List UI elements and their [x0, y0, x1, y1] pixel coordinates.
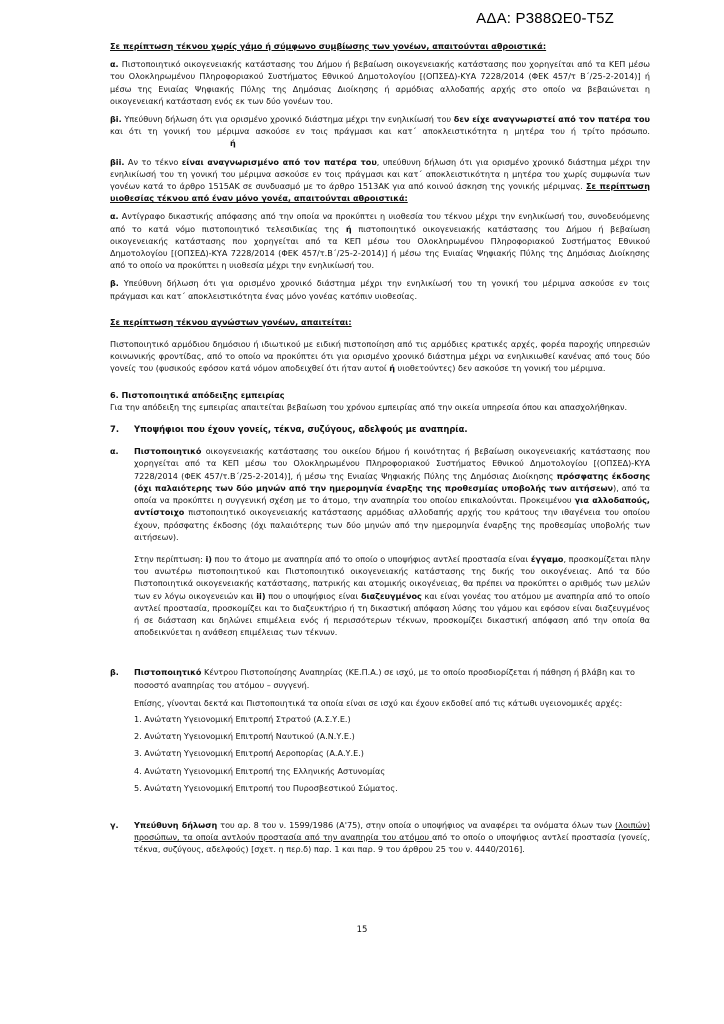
page-number: 15 [356, 925, 368, 935]
item-label: α. [110, 446, 119, 457]
list-item: 2. Ανώτατη Υγειονομική Επιτροπή Ναυτικού (Α.Ν.Υ.Ε.) [134, 731, 355, 742]
paragraph-text: από το οποίο ο υποψήφιος αντλεί προστασία (γονείς, τέκνα, συζύγους, αδελφούς) [σχετ. η περ.δ) παρ. 1 και παρ. 9 του άρθρου 25 του ν. 4440/2016]. [134, 832, 651, 855]
paragraph-text: και ότι τη γονική του μέριμνα ασκούσε εν τοις πράγμασι και κατ΄ αποκλειστικότητα η μητέρα του ή τρίτο πρόσωπο. [110, 126, 650, 137]
emphasis-text: ή [345, 223, 352, 234]
item-label: α. [110, 59, 119, 70]
paragraph-text: οικογενειακής κατάστασης του οικείου δήμου ή κοινότητας ή βεβαίωση οικογενειακής κατάστασης που χορηγείται από τα ΚΕΠ μέσω του Ολοκληρωμένου Πληροφοριακού Συστήματος Εθνικού Δημοτολογίου [(ΟΠΣΕΔ)-ΚΥΑ 7228/2014 (ΦΕΚ 457/τ.Β΄/25-2-2014)], ή μέσω της Ενιαίας Ψηφιακής Πύλης της Δημόσιας Διοίκησης [134, 446, 650, 481]
emphasis-text: έγγαμο [530, 553, 564, 564]
paragraph-1bii [110, 156, 650, 205]
paragraph-text: πιστοποιητικό οικογενειακής κατάστασης αρμόδιας αλλοδαπής αρχής του κράτους την ιθαγένεια του οποίου έχουν, πρόσφατης έκδοσης (όχι παλαιότερης των δύο μηνών από την ημερομηνία έναρξης της προθεσμίας υποβολής των αιτήσεων). [134, 507, 650, 542]
ada-document-id: ΑΔΑ: Ρ388ΩΕ0-Τ5Ζ [476, 10, 614, 27]
emphasis-text: πρόσφατης έκδοσης (όχι παλαιότερης των δύο μηνών από την ημερομηνία έναρξης της προθεσμίας υποβολής των αιτήσεων [134, 470, 651, 493]
list-item: 1. Ανώτατη Υγειονομική Επιτροπή Στρατού (Α.Σ.Υ.Ε.) [134, 713, 351, 724]
paragraph-text: και είναι γονέας του ατόμου με αναπηρία από το οποίο αντλεί προστασία, προσκομίζει και το διαζευκτήριο ή τη δικαστική απόφαση λύσης του γάμου και εφόσον είναι διαζευγμένος ή σε διάσταση και δηλώνει επιμέλεια ενός ή περισσότερων τέκνων, προσκομίζει δικαστική απόφαση από την οποία θα αποδεικνύεται η ανάθεση επιμέλειας των τέκνων. [134, 590, 650, 638]
heading-unknown-parents: Σε περίπτωση τέκνου αγνώστων γονέων, απαιτείται: [110, 316, 352, 327]
paragraph-text: Υπεύθυνη δήλωση ότι για ορισμένο χρονικό διάστημα μέχρι την ενηλικίωσή του [121, 114, 454, 125]
underlined-text: (λοιπών) προσώπων, τα οποία αντλούν προστασία από την αναπηρία του ατόμου [134, 819, 650, 843]
paragraph-text: , υπεύθυνη δήλωση ότι για ορισμένο χρονικό διάστημα μέχρι την ενηλικίωσή του τη γονική του μέριμνα ασκούσε εν τοις πράγμασι και κατ΄ αποκλειστικότητα η μητέρα του χωρίς συμφωνία των γονέων κατά το άρθρο 1515ΑΚ σε συνδυασμό με το άρθρο 1513ΑΚ για από κοινού άσκηση της γονικής μέριμνας. [110, 156, 650, 192]
paragraph-2a [110, 210, 650, 271]
paragraph-text: Στην περίπτωση: [134, 553, 206, 564]
paragraph-7a [134, 445, 650, 543]
emphasis-text: διαζευγμένος [360, 590, 422, 601]
section-6-heading: 6. Πιστοποιητικά απόδειξης εμπειρίας [110, 389, 285, 400]
paragraph-text: Πιστοποιητικό οικογενειακής κατάστασης του Δήμου ή βεβαίωση οικογενειακής κατάστασης που χορηγείται από τα ΚΕΠ μέσω του Ολοκληρωμένου Πληροφοριακού Συστήματος Εθνικού Δημοτολογίου [(ΟΠΣΕΔ)-ΚΥΑ 7228/2014 (ΦΕΚ 457/τ Β΄/25-2-2014)] ή μέσω της Ενιαίας Ψηφιακής Πύλης της Δημόσιας Διοίκησης ή αρμόδιας αλλοδαπής αρχής στο οποίο να βεβαιώνεται η οικογενειακή κατάσταση ενός εκ των δύο γονέων του. [110, 59, 650, 106]
paragraph-3 [110, 338, 650, 375]
emphasis-text: για αλλοδαπούς, αντίστοιχο [134, 495, 650, 518]
section-title: Υποψήφιοι που έχουν γονείς, τέκνα, συζύγους, αδελφούς με αναπηρία. [134, 424, 468, 435]
paragraph-text: που το άτομο με αναπηρία από το οποίο ο υποψήφιος αντλεί προστασία είναι [211, 553, 531, 564]
item-label: γ. [110, 819, 119, 830]
paragraph-text: , προσκομίζεται πλην του ανωτέρω πιστοποιητικού και Πιστοποιητικό οικογενειακής κατάστασης της δικής του οικογένειας. Από τα δύο Πιστοποιητικά οικογενειακής κατάστασης, πατρικής και ατομικής οικογένειας, θα πρέπει να προκύπτει ο αριθμός των μελών των εν λόγω οικογενειών και [134, 553, 650, 601]
section-number: 7. [110, 424, 120, 435]
section-7c [110, 819, 650, 856]
paragraph-text: Κέντρου Πιστοποίησης Αναπηρίας (ΚΕ.Π.Α.) σε ισχύ, με το οποίο προσδιορίζεται ή πάθηση ή βλάβη και το ποσοστό αναπηρίας του ατόμου – συγγενή. [134, 667, 635, 690]
paragraph-text: υιοθετούντες) δεν ασκούσε τη γονική του μέριμνα. [394, 363, 606, 374]
paragraph-text: ), από τα οποία να προκύπτει η συγγενική σχέση με το άτομο, την αναπηρία του οποίου επικαλούνται. Προκειμένου [134, 482, 651, 506]
case-label: i) [205, 553, 212, 564]
paragraph-text: Αν το τέκνο [124, 156, 182, 167]
paragraph-text: Αντίγραφο δικαστικής απόφασης από την οποία να προκύπτει η υιοθεσία του τέκνου μέχρι την ενηλικίωσή του, συνοδευόμενης από το κατά νόμο πιστοποιητικό τελεσιδικίας της [110, 211, 650, 234]
section-7b [110, 666, 650, 799]
item-label: β. [110, 278, 119, 289]
section-7-heading [110, 423, 650, 435]
item-label: β. [110, 667, 119, 678]
paragraph-text: που ο υποψήφιος είναι [265, 590, 361, 601]
paragraph-7a-cases [134, 553, 650, 638]
section-6-text: Για την απόδειξη της εμπειρίας απαιτείται βεβαίωση του χρόνου εμπειρίας από την οικεία υπηρεσία όπου και απασχολήθηκαν. [110, 401, 628, 412]
list-item: 4. Ανώτατη Υγειονομική Επιτροπή της Ελληνικής Αστυνομίας [134, 765, 386, 776]
paragraph-text: Υπεύθυνη δήλωση ότι για ορισμένο χρονικό διάστημα μέχρι την ενηλικίωσή του τη γονική του μέριμνα ασκούσε εν τοις πράγμασι και κατ΄ αποκλειστικότητα ένας μόνο γονέας κατόπιν υιοθεσίας. [110, 278, 650, 301]
document-page [110, 40, 650, 856]
paragraph-text: του αρ. 8 του ν. 1599/1986 (Α'75), στην οποία ο υποψήφιος να αναφέρει τα ονόματα όλων των [217, 819, 616, 830]
paragraph-7b-also: Επίσης, γίνονται δεκτά και Πιστοποιητικά τα οποία είναι σε ισχύ και έχουν εκδοθεί από τις κάτωθι υγειονομικές αρχές: [134, 697, 623, 708]
item-label: βii. [110, 156, 125, 167]
paragraph-1a [110, 58, 650, 107]
emphasis-text: Υπεύθυνη δήλωση [134, 819, 218, 830]
item-label: α. [110, 211, 119, 222]
emphasis-text: ή [389, 363, 395, 374]
emphasis-text: είναι αναγνωρισμένο από τον πατέρα του [181, 156, 377, 167]
emphasis-text: Πιστοποιητικό [134, 667, 202, 678]
paragraph-2b [110, 277, 650, 301]
paragraph-7c [134, 819, 650, 856]
or-separator: ή [230, 138, 236, 149]
paragraph-text: πιστοποιητικό οικογενειακής κατάστασης του Δήμου ή βεβαίωση οικογενειακής κατάστασης που χορηγείται από τα ΚΕΠ μέσω του Ολοκληρωμένου Πληροφοριακού Συστήματος Εθνικού Δημοτολογίου [(ΟΠΣΕΔ)-ΚΥΑ 7228/2014 (ΦΕΚ 457/τ.Β΄/25-2-2014)] ή μέσω της Ενιαίας Ψηφιακής Πύλης της Δημόσιας Διοίκησης από το οποίο να προκύπτει η υιοθεσία μέχρι την ενηλικίωσή του. [110, 223, 650, 271]
paragraph-1bi [110, 113, 650, 150]
list-item: 3. Ανώτατη Υγειονομική Επιτροπή Αεροπορίας (Α.Α.Υ.Ε.) [134, 748, 364, 759]
heading-unmarried-parents: Σε περίπτωση τέκνου χωρίς γάμο ή σύμφωνο συμβίωσης των γονέων, απαιτούνται αθροιστικά: [110, 41, 547, 51]
emphasis-text: Πιστοποιητικό [134, 446, 202, 457]
paragraph-7b [134, 666, 650, 690]
case-label: ii) [256, 590, 266, 601]
section-7a [110, 445, 650, 638]
paragraph-text: Πιστοποιητικό αρμόδιου δημόσιου ή ιδιωτικού με ειδική πιστοποίηση από τις αρμόδιες κρατικές αρχές, φορέα παροχής υπηρεσιών κοινωνικής φροντίδας, από το οποίο να προκύπτει ότι για ορισμένο χρονικό διάστημα μέχρι να ενηλικιωθεί κανένας από τους δύο γονείς του (φυσικούς εφόσον κατά νόμον αποδειχθεί ότι ήταν αυτοί [110, 339, 650, 374]
health-authorities-list [134, 713, 650, 794]
list-item: 5. Ανώτατη Υγειονομική Επιτροπή του Πυροσβεστικού Σώματος. [134, 782, 398, 793]
item-label: βi. [110, 114, 122, 125]
emphasis-text: δεν είχε αναγνωριστεί από τον πατέρα του [453, 114, 650, 125]
heading-adoption: Σε περίπτωση υιοθεσίας τέκνου από έναν μόνο γονέα, απαιτούνται αθροιστικά: [110, 181, 650, 204]
